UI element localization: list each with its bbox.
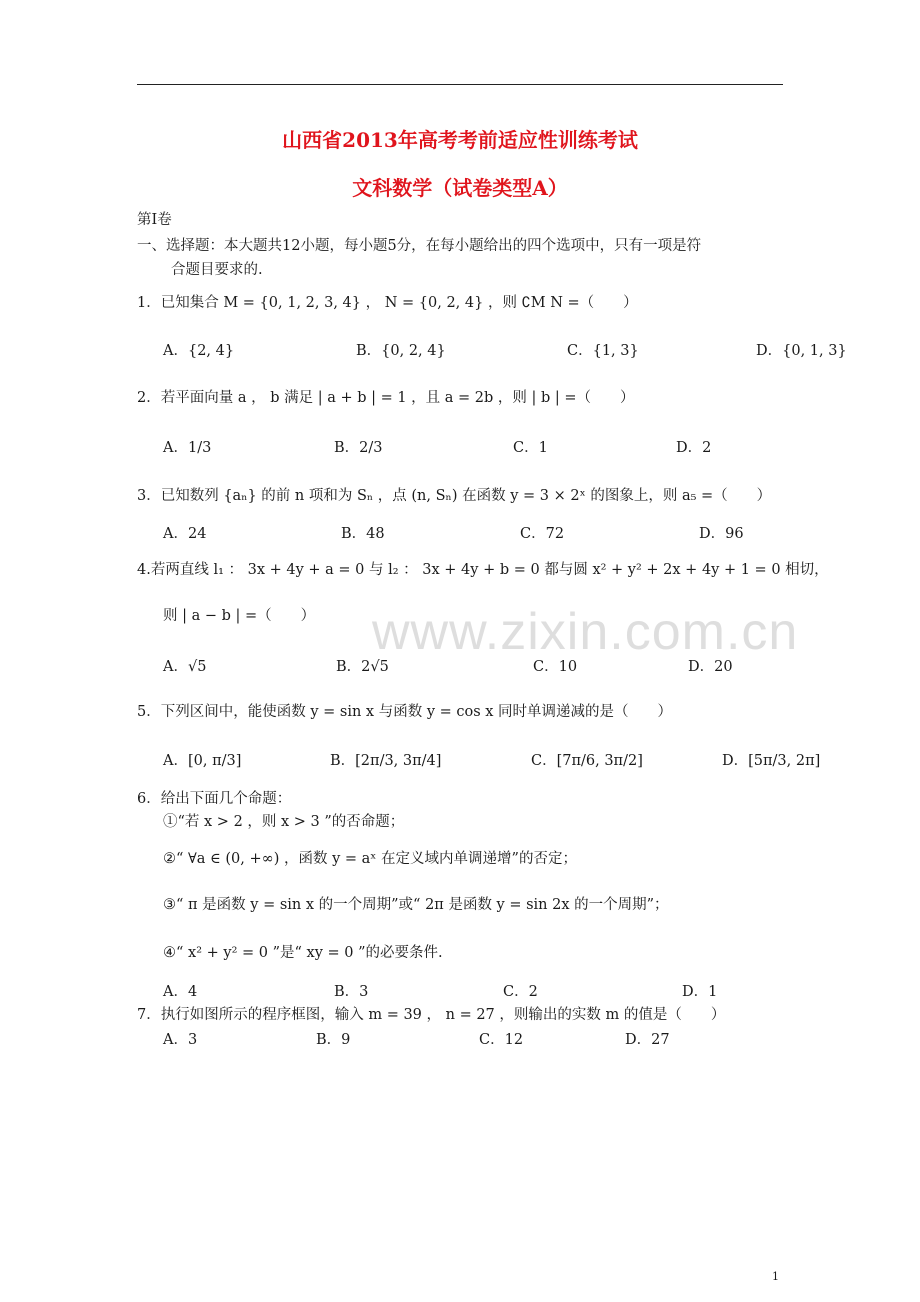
question-3-stem: 3．已知数列 {aₙ} 的前 n 项和为 Sₙ ，点 (n, Sₙ) 在函数 y = 3 × 2ˣ 的图象上，则 a₅ =（ ） <box>137 488 772 504</box>
q6-option-b: B．3 <box>334 984 369 1000</box>
header-rule <box>137 84 783 85</box>
q3-option-d: D．96 <box>699 526 744 542</box>
q2-option-b: B．2/3 <box>334 440 383 456</box>
q2-option-c: C．1 <box>513 440 548 456</box>
q4-option-c: C．10 <box>533 659 578 675</box>
q1-option-b: B．{0, 2, 4} <box>356 343 446 359</box>
q4-option-a: A．√5 <box>163 659 207 675</box>
question-6-stem: 6．给出下面几个命题： <box>137 791 292 807</box>
q7-option-b: B．9 <box>316 1032 351 1048</box>
question-5-stem: 5．下列区间中，能使函数 y = sin x 与函数 y = cos x 同时单调递减的是（ ） <box>137 704 673 720</box>
exam-title: 山西省2013年高考考前适应性训练考试 <box>282 128 638 152</box>
q5-option-a: A．[0, π/3] <box>163 753 242 769</box>
question-2-stem: 2．若平面向量 a ， b 满足 | a + b | = 1 ，且 a = 2b ，则 | b | =（ ） <box>137 390 635 406</box>
exam-subtitle: 文科数学（试卷类型A） <box>352 176 568 200</box>
q6-option-c: C．2 <box>503 984 538 1000</box>
question-7-stem: 7．执行如图所示的程序框图，输入 m = 39 ， n = 27 ，则输出的实数 m 的值是（ ） <box>137 1007 726 1023</box>
question-1-stem: 1．已知集合 M = {0, 1, 2, 3, 4} ， N = {0, 2, 4} ，则 ∁M N =（ ） <box>137 295 638 311</box>
question-4-stem: 4.若两直线 l₁ ： 3x + 4y + a = 0 与 l₂ ： 3x + 4y + b = 0 都与圆 x² + y² + 2x + 4y + 1 = 0 相切， <box>137 562 829 578</box>
q6-proposition-3: ③“ π 是函数 y = sin x 的一个周期”或“ 2π 是函数 y = sin 2x 的一个周期”； <box>163 897 669 913</box>
q6-proposition-2: ②“ ∀a ∈ (0, +∞) ，函数 y = aˣ 在定义域内单调递增”的否定； <box>163 851 577 867</box>
q2-option-a: A．1/3 <box>163 440 212 456</box>
q1-option-c: C．{1, 3} <box>567 343 639 359</box>
question-4-stem-cont: 则 | a − b | =（ ） <box>163 608 316 624</box>
section-heading-line2: 合题目要求的. <box>171 262 263 278</box>
q5-option-d: D．[5π/3, 2π] <box>722 753 821 769</box>
q3-option-b: B．48 <box>341 526 385 542</box>
q1-option-d: D．{0, 1, 3} <box>756 343 847 359</box>
section-label: 第Ⅰ卷 <box>137 212 172 228</box>
q4-option-d: D．20 <box>688 659 733 675</box>
q1-option-a: A．{2, 4} <box>163 343 235 359</box>
q5-option-b: B．[2π/3, 3π/4] <box>330 753 442 769</box>
q2-option-d: D．2 <box>676 440 712 456</box>
watermark: www.zixin.com.cn <box>372 603 799 661</box>
q5-option-c: C．[7π/6, 3π/2] <box>531 753 643 769</box>
q7-option-c: C．12 <box>479 1032 524 1048</box>
q7-option-d: D．27 <box>625 1032 670 1048</box>
section-heading-line1: 一、选择题：本大题共12小题，每小题5分，在每小题给出的四个选项中，只有一项是符 <box>137 238 702 254</box>
page-number: 1 <box>772 1270 779 1283</box>
q6-proposition-4: ④“ x² + y² = 0 ”是“ xy = 0 ”的必要条件. <box>163 945 443 961</box>
q6-option-d: D．1 <box>682 984 718 1000</box>
q3-option-a: A．24 <box>163 526 207 542</box>
q6-proposition-1: ①“若 x > 2 ，则 x > 3 ”的否命题； <box>163 814 405 830</box>
q3-option-c: C．72 <box>520 526 565 542</box>
q4-option-b: B．2√5 <box>336 659 389 675</box>
q6-option-a: A．4 <box>163 984 198 1000</box>
q7-option-a: A．3 <box>163 1032 198 1048</box>
